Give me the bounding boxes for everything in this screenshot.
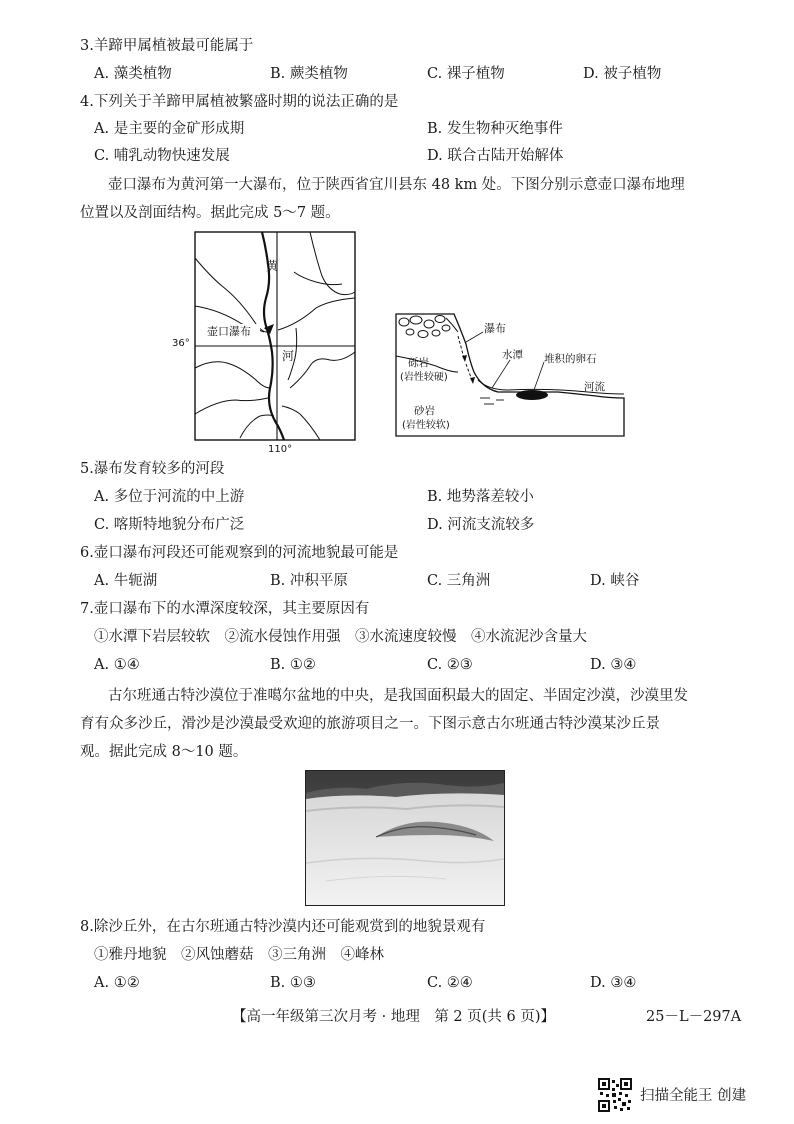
- q8-option-d: D. ③④: [590, 975, 637, 991]
- q3-stem: 3.羊蹄甲属植被最可能属于: [80, 38, 254, 54]
- q5-stem: 5.瀑布发育较多的河段: [80, 461, 225, 477]
- profile-label-sand-note: (岩性较软): [402, 420, 450, 431]
- intro2-line2: 育有众多沙丘，滑沙是沙漠最受欢迎的旅游项目之一。下图示意古尔班通古特沙漠某沙丘景: [80, 716, 660, 732]
- profile-label-sand: 砂岩: [414, 405, 435, 417]
- profile-label-falls: 瀑布: [484, 322, 506, 335]
- location-map: [170, 228, 360, 454]
- q7-stem: 7.壶口瀑布下的水潭深度较深，其主要原因有: [80, 601, 370, 617]
- q6-stem: 6.壶口瀑布河段还可能观察到的河流地貌最可能是: [80, 545, 399, 561]
- q7-items: ①水潭下岩层较软 ②流水侵蚀作用强 ③水流速度较慢 ④水流泥沙含量大: [94, 629, 587, 645]
- q4-option-c: C. 哺乳动物快速发展: [94, 148, 230, 164]
- q4-option-b: B. 发生物种灭绝事件: [427, 121, 563, 137]
- q6-option-d: D. 峡谷: [590, 573, 640, 589]
- intro1-line2: 位置以及剖面结构。据此完成 5～7 题。: [80, 205, 340, 221]
- q3-option-d: D. 被子植物: [583, 66, 662, 82]
- footer-text: 【高一年级第三次月考 · 地理 第 2 页(共 6 页)】: [232, 1009, 556, 1025]
- map-longitude-label: 110°: [268, 444, 293, 454]
- q8-items: ①雅丹地貌 ②风蚀蘑菇 ③三角洲 ④峰林: [94, 947, 384, 963]
- q6-option-b: B. 冲积平原: [270, 573, 348, 589]
- profile-label-gravel-note: (岩性较硬): [400, 372, 448, 383]
- q5-option-b: B. 地势落差较小: [427, 489, 534, 505]
- waterfall-profile: [388, 310, 630, 438]
- q8-stem: 8.除沙丘外，在古尔班通古特沙漠内还可能观赏到的地貌景观有: [80, 919, 486, 935]
- map-label-falls: 壶口瀑布: [207, 325, 251, 338]
- profile-label-gravel: 砾岩: [408, 357, 429, 369]
- intro1-line1: 壶口瀑布为黄河第一大瀑布，位于陕西省宜川县东 48 km 处。下图分别示意壶口瀑布地理: [108, 177, 685, 193]
- q5-option-c: C. 喀斯特地貌分布广泛: [94, 517, 245, 533]
- scanner-watermark: [598, 1078, 778, 1112]
- q7-option-a: A. ①④: [94, 657, 140, 673]
- q7-option-b: B. ①②: [270, 657, 316, 673]
- q5-option-d: D. 河流支流较多: [427, 517, 535, 533]
- profile-label-river: 河流: [584, 381, 605, 393]
- map-label-huang: 黄: [266, 259, 279, 273]
- profile-label-pool: 水潭: [502, 349, 523, 361]
- intro2-line1: 古尔班通古特沙漠位于准噶尔盆地的中央，是我国面积最大的固定、半固定沙漠，沙漠里发: [108, 688, 688, 704]
- q7-option-d: D. ③④: [590, 657, 637, 673]
- q7-option-c: C. ②③: [427, 657, 473, 673]
- scanner-label: 扫描全能王 创建: [640, 1088, 747, 1104]
- q4-stem: 4.下列关于羊蹄甲属植被繁盛时期的说法正确的是: [80, 94, 399, 110]
- q3-option-a: A. 藻类植物: [94, 66, 172, 82]
- page-footer: [232, 1007, 772, 1027]
- q4-option-a: A. 是主要的金矿形成期: [94, 121, 245, 137]
- intro2-line3: 观。据此完成 8～10 题。: [80, 744, 248, 760]
- q8-option-c: C. ②④: [427, 975, 473, 991]
- profile-label-pebble: 堆积的卵石: [544, 353, 597, 365]
- q5-option-a: A. 多位于河流的中上游: [94, 489, 245, 505]
- footer-code: 25－L－297A: [646, 1009, 742, 1025]
- map-latitude-label: 36°: [172, 338, 190, 349]
- sand-dune-photo: [305, 770, 505, 906]
- q3-option-b: B. 蕨类植物: [270, 66, 348, 82]
- q6-option-a: A. 牛轭湖: [94, 573, 158, 589]
- map-label-he: 河: [282, 349, 295, 363]
- q8-option-a: A. ①②: [94, 975, 140, 991]
- q4-option-d: D. 联合古陆开始解体: [427, 148, 564, 164]
- q6-option-c: C. 三角洲: [427, 573, 491, 589]
- qr-code-icon: [598, 1078, 632, 1112]
- q8-option-b: B. ①③: [270, 975, 316, 991]
- q3-option-c: C. 裸子植物: [427, 66, 505, 82]
